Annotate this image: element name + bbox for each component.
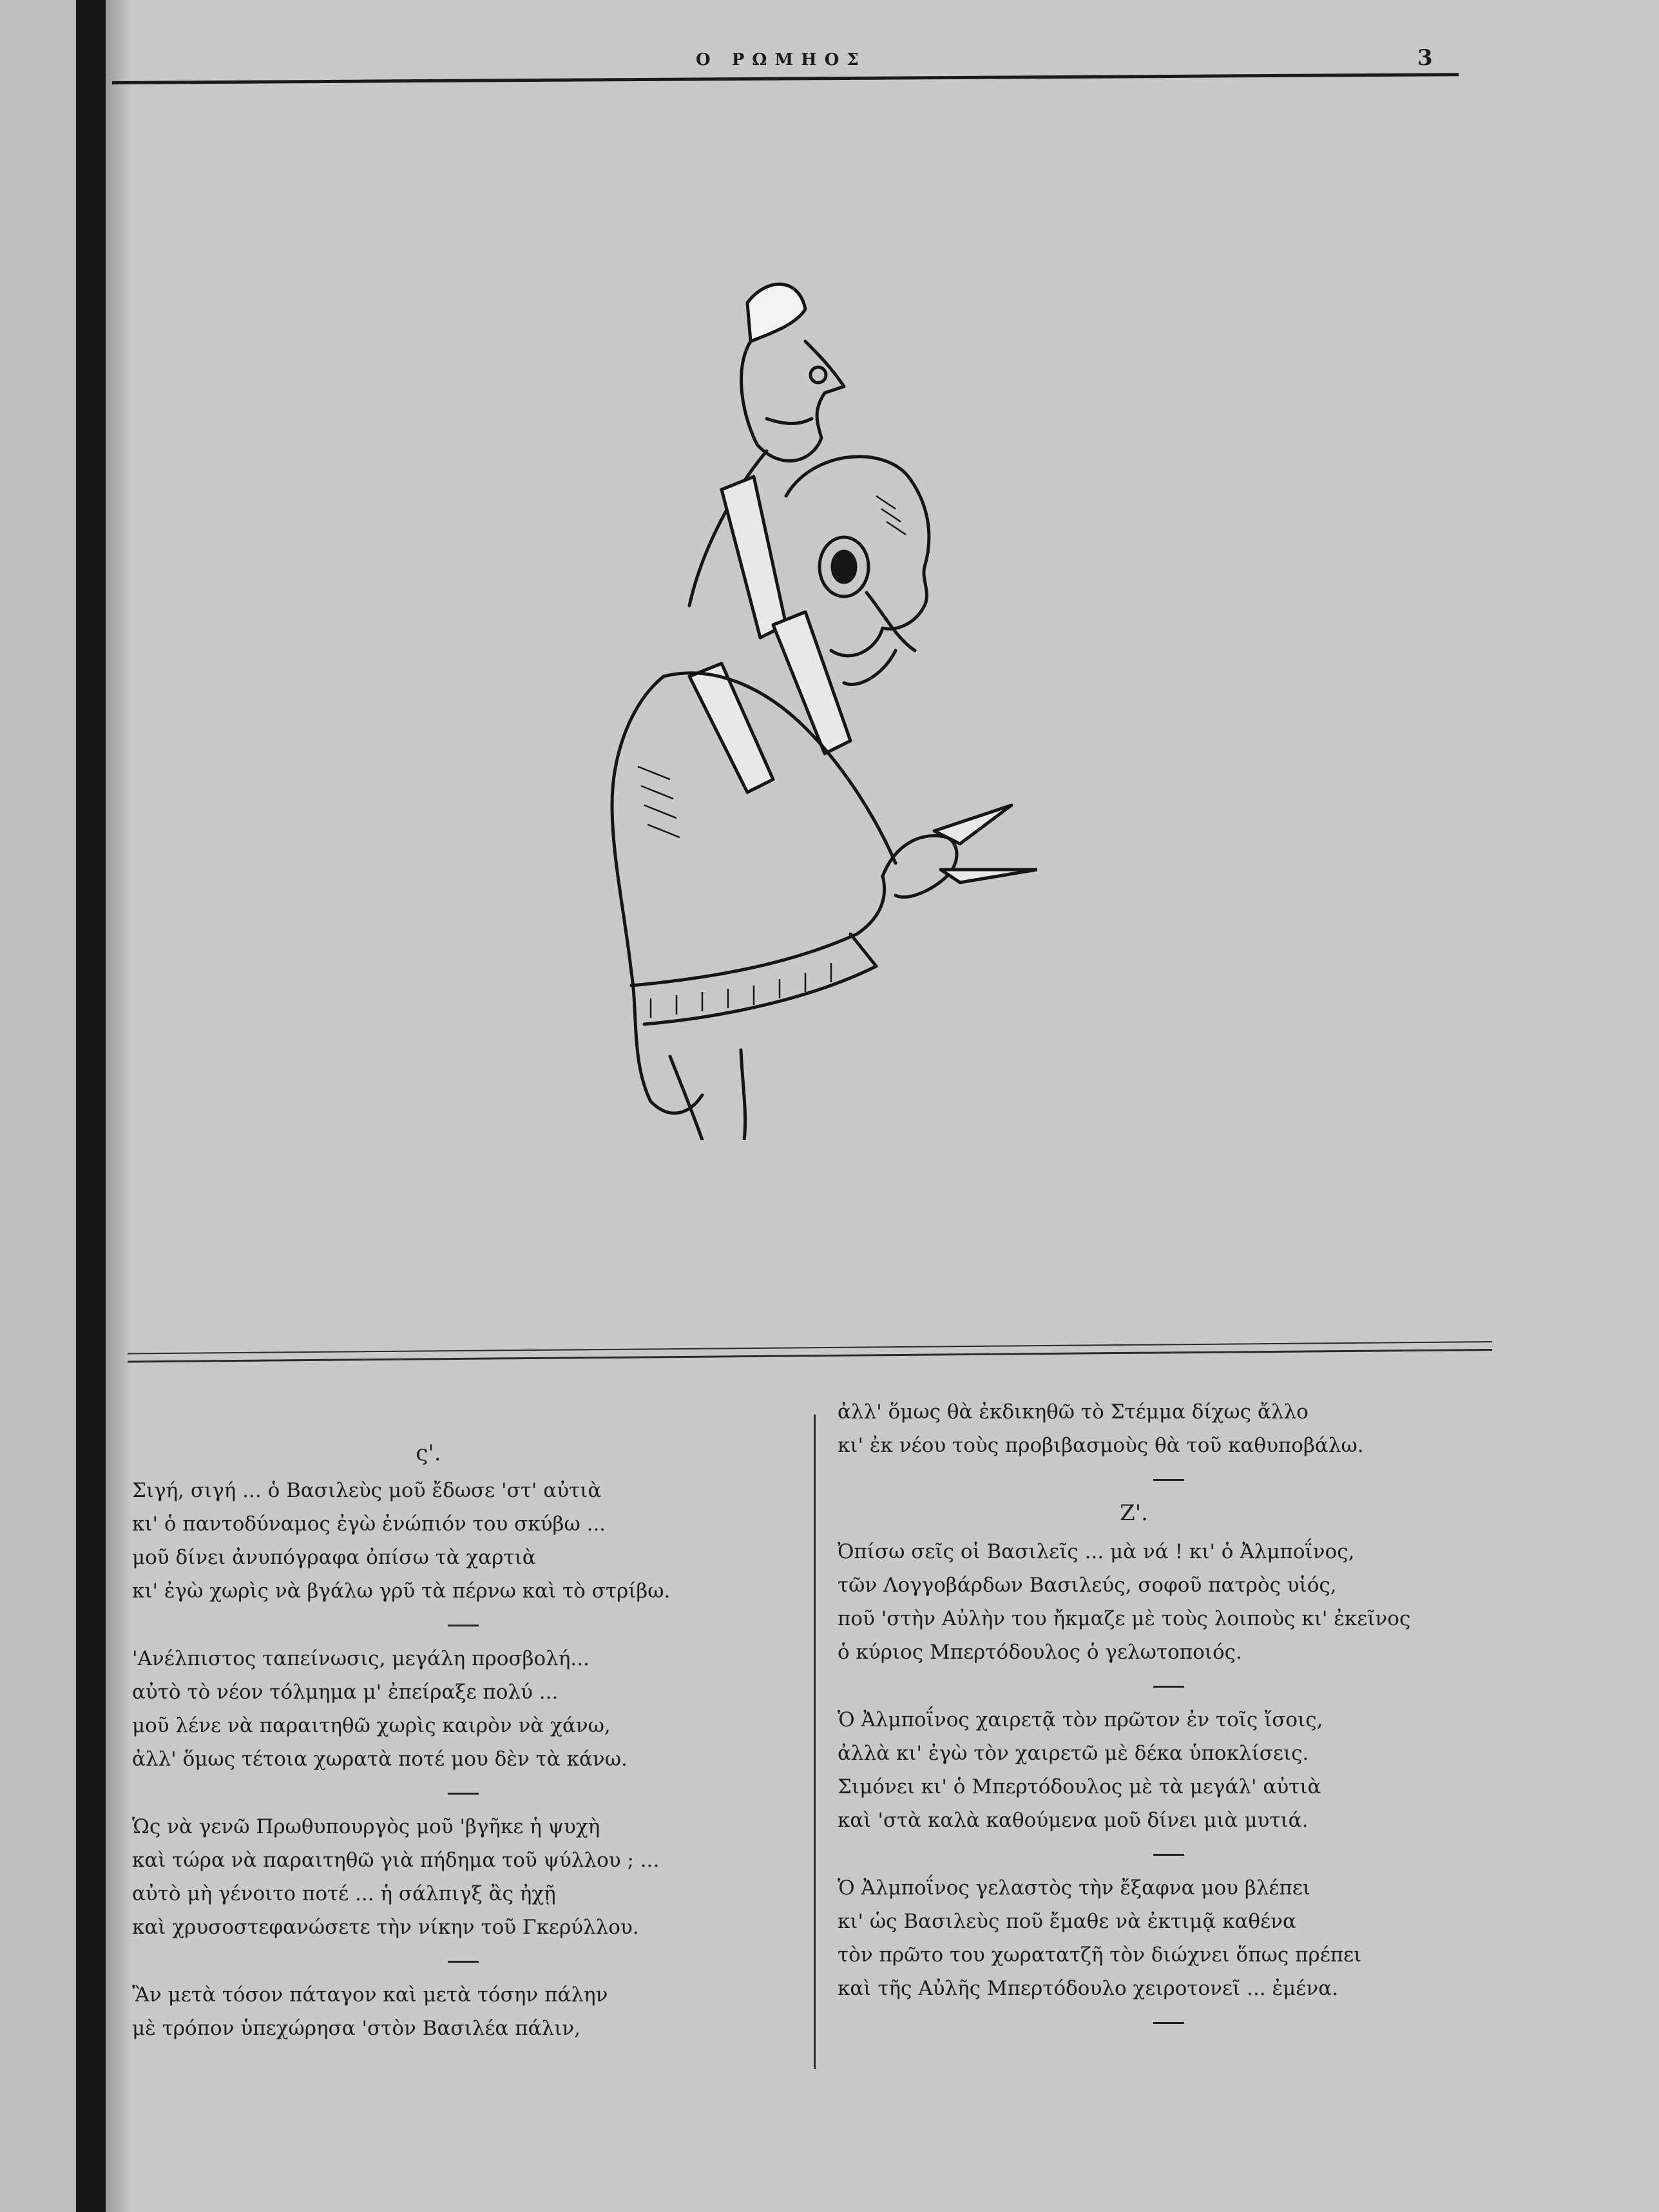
stanza-dash: [1153, 2022, 1184, 2024]
right-column: [838, 1395, 1495, 2039]
stanza: [838, 1703, 1495, 1837]
verse-line: Ὡς νὰ γενῶ Πρωθυπουργὸς μοῦ 'βγῆκε ἡ ψυχὴ: [132, 1815, 600, 1838]
book-spine: [76, 0, 106, 2212]
column-divider: [814, 1415, 816, 2069]
section-heading-6: ς'.: [416, 1440, 441, 1466]
verse-line: τῶν Λογγοβάρδων Βασιλεύς, σοφοῦ πατρὸς υἱός,: [838, 1574, 1337, 1597]
left-page-edge: [0, 0, 76, 2212]
stanza-dash: [448, 1961, 479, 1963]
stanza-continuation: [838, 1395, 1495, 1462]
stanza: [838, 1535, 1495, 1669]
stanza-dash: [448, 1625, 479, 1626]
stanza: [132, 1642, 802, 1776]
verse-line: μὲ τρόπον ὑπεχώρησα 'στὸν Βασιλέα πάλιν,: [132, 2017, 581, 2040]
verse-line: Ὀπίσω σεῖς οἱ Βασιλεῖς ... μὰ νά ! κι' ὁ Ἀλμποΐνος,: [838, 1540, 1355, 1563]
stanza-dash: [1153, 1686, 1184, 1688]
stanza: [132, 1474, 802, 1608]
verse-line: καὶ 'στὰ καλὰ καθούμενα μοῦ δίνει μιὰ μυτιά.: [838, 1809, 1309, 1832]
verse-line: ποῦ 'στὴν Αὐλὴν του ἤκμαζε μὲ τοὺς λοιποὺς κι' ἐκεῖνος: [838, 1607, 1411, 1630]
stanza: [132, 1810, 802, 1944]
left-column: [132, 1408, 802, 2045]
verse-line: 'Ανέλπιστος ταπείνωσις, μεγάλη προσβολή...: [132, 1647, 590, 1670]
verse-line: καὶ τῆς Αὐλῆς Μπερτόδουλο χειροτονεῖ ... ἐμένα.: [838, 1977, 1338, 2000]
stanza-dash: [448, 1793, 479, 1795]
verse-line: μοῦ λένε νὰ παραιτηθῶ χωρὶς καιρὸν νὰ χάνω,: [132, 1714, 611, 1737]
verse-line: τὸν πρῶτο του χωρατατζῆ τὸν διώχνει ὅπως πρέπει: [838, 1943, 1362, 1967]
verse-line: Ὁ Ἀλμποΐνος χαιρετᾷ τὸν πρῶτον ἐν τοῖς ἴσοις,: [838, 1708, 1323, 1731]
verse-line: κι' ἐγὼ χωρὶς νὰ βγάλω γρῦ τὰ πέρνω καὶ τὸ στρίβω.: [132, 1579, 671, 1603]
verse-line: αὐτὸ μὴ γένοιτο ποτέ ... ἡ σάλπιγξ ἂς ἠχῇ: [132, 1882, 556, 1905]
masthead-title: Ο ΡΩΜΗΟΣ: [696, 50, 867, 70]
verse-line: καὶ τώρα νὰ παραιτηθῶ γιὰ πήδημα τοῦ ψύλλου ; ...: [132, 1849, 660, 1872]
page-number: 3: [1417, 45, 1433, 71]
stanza: [838, 1871, 1495, 2005]
verse-line: Ἂν μετὰ τόσον πάταγον καὶ μετὰ τόσην πάλην: [132, 1983, 608, 2007]
verse-line: αὐτὸ τὸ νέον τόλμημα μ' ἐπείραξε πολύ ...: [132, 1681, 559, 1704]
verse-line: ὁ κύριος Μπερτόδουλος ὁ γελωτοποιός.: [838, 1641, 1242, 1664]
stanza: [132, 1978, 802, 2045]
verse-line: κι' ἐκ νέου τοὺς προβιβασμοὺς θὰ τοῦ καθυποβάλω.: [838, 1434, 1364, 1457]
verse-line: καὶ χρυσοστεφανώσετε τὴν νίκην τοῦ Γκερύλλου.: [132, 1916, 639, 1939]
verse-line: ἀλλὰ κι' ἐγὼ τὸν χαιρετῶ μὲ δέκα ὑποκλίσεις.: [838, 1742, 1309, 1765]
verse-line: κι' ὁ παντοδύναμος ἐγὼ ἐνώπιόν του σκύβω ...: [132, 1512, 606, 1536]
verse-line: Ὁ Ἀλμποΐνος γελαστὸς τὴν ἔξαφνα μου βλέπει: [838, 1876, 1311, 1900]
stanza-dash: [1153, 1854, 1184, 1856]
section-heading-7: Ζ'.: [1120, 1500, 1148, 1526]
verse-line: Σιγή, σιγή ... ὁ Βασιλεὺς μοῦ ἔδωσε 'στ' αὐτιὰ: [132, 1479, 602, 1502]
verse-line: μοῦ δίνει ἀνυπόγραφα ὀπίσω τὰ χαρτιὰ: [132, 1546, 536, 1569]
caricature-illustration: [573, 264, 1037, 1140]
verse-line: ἀλλ' ὅμως τέτοια χωρατὰ ποτέ μου δὲν τὰ κάνω.: [132, 1748, 628, 1771]
verse-line: κι' ὡς Βασιλεὺς ποῦ ἔμαθε νὰ ἐκτιμᾷ καθένα: [838, 1910, 1296, 1933]
verse-line: Σιμόνει κι' ὁ Μπερτόδουλος μὲ τὰ μεγάλ' αὐτιὰ: [838, 1775, 1321, 1798]
verse-line: ἀλλ' ὅμως θὰ ἐκδικηθῶ τὸ Στέμμα δίχως ἄλλο: [838, 1400, 1309, 1424]
stanza-dash: [1153, 1479, 1184, 1481]
